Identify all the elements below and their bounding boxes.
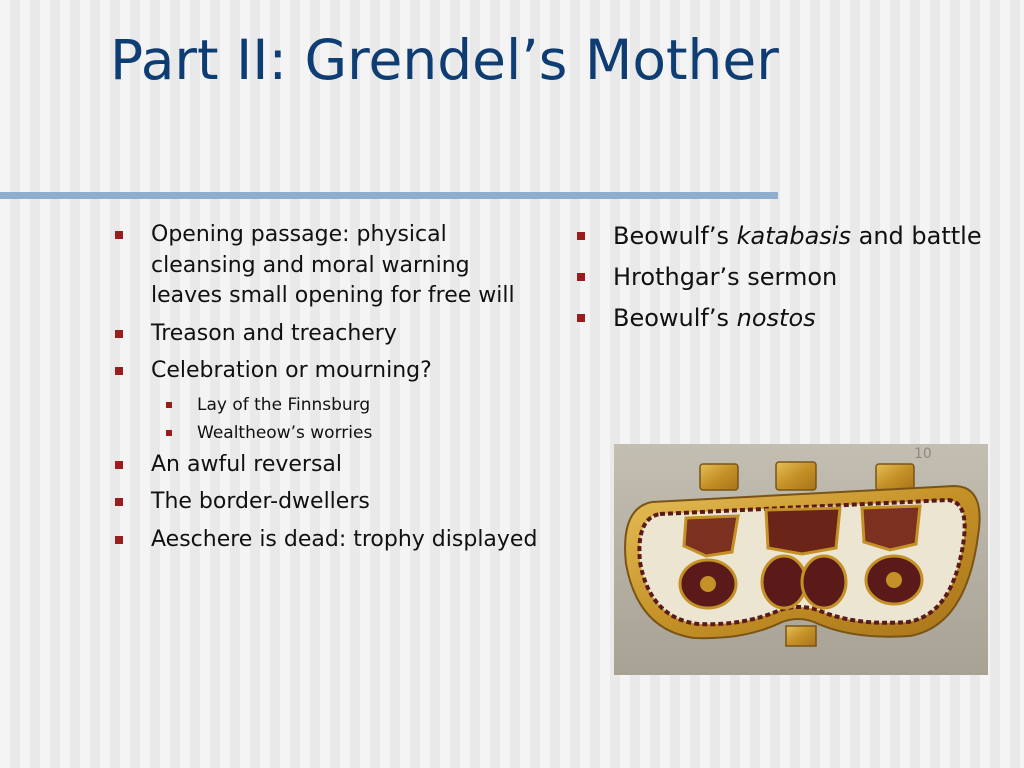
bullet-text-italic: katabasis: [736, 222, 851, 250]
list-item: [112, 450, 542, 481]
right-bullet-list: [574, 220, 994, 343]
bullet-square-icon: [115, 330, 123, 338]
bullet-text-suffix: and battle: [850, 222, 982, 250]
bullet-square-icon: [115, 367, 123, 375]
sub-bullet-text: Lay of the Finnsburg: [197, 394, 371, 415]
bullet-square-icon: [115, 498, 123, 506]
bullet-text: Celebration or mourning?: [151, 358, 432, 383]
list-item: [574, 302, 994, 335]
bullet-square-icon: [577, 232, 585, 240]
list-item: [112, 487, 542, 518]
list-item: [112, 525, 542, 556]
list-item: [574, 220, 994, 253]
list-item: [112, 319, 542, 350]
bullet-text-italic: nostos: [736, 304, 816, 332]
list-item: [112, 356, 542, 387]
left-bullet-list: [112, 220, 542, 562]
bullet-text: Aeschere is dead: trophy displayed: [151, 526, 538, 552]
bullet-text: Treason and treachery: [151, 320, 397, 346]
sub-list-item: [112, 422, 542, 445]
bullet-square-icon: [115, 536, 123, 544]
list-item: [112, 220, 542, 312]
slide-title: Part II: Grendel’s Mother: [110, 28, 779, 92]
purse-lid-photo: [614, 444, 988, 675]
bullet-text: The border-dwellers: [151, 489, 370, 514]
title-divider: [0, 192, 778, 199]
bullet-square-icon: [115, 231, 123, 239]
bullet-text: An awful reversal: [151, 451, 343, 477]
photo-label: 10: [914, 446, 932, 462]
bullet-square-icon: [166, 430, 172, 436]
bullet-square-icon: [577, 314, 585, 322]
sub-bullet-text: Wealtheow’s worries: [197, 422, 373, 443]
gold-purse-lid-image: [614, 444, 988, 675]
bullet-square-icon: [577, 273, 585, 281]
bullet-text: Hrothgar’s sermon: [613, 263, 838, 291]
bullet-text: Opening passage: physical cleansing and moral warning leaves small opening for free will: [151, 222, 515, 308]
list-item: [574, 261, 994, 294]
bullet-square-icon: [115, 461, 123, 469]
bullet-text-prefix: Beowulf’s: [613, 222, 737, 250]
bullet-text-prefix: Beowulf’s: [613, 304, 737, 332]
sub-list-item: [112, 394, 542, 417]
bullet-square-icon: [166, 402, 172, 408]
